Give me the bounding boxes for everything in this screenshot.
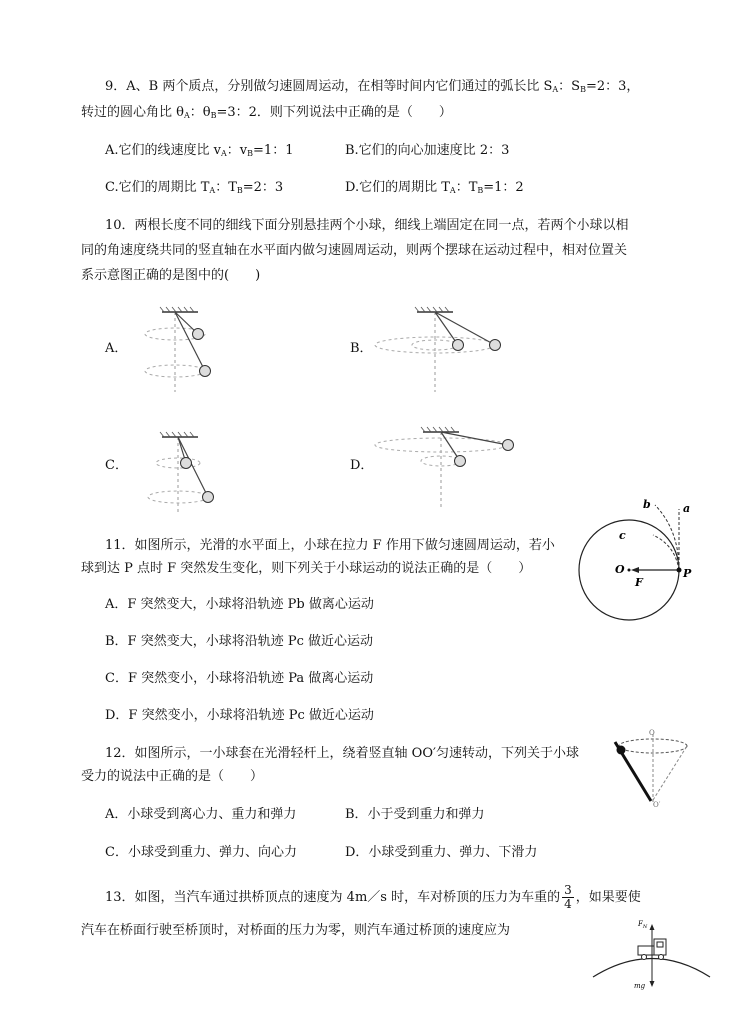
q12-fig-label-o: O — [649, 729, 655, 737]
q11-option-d[interactable]: D．F 突然变小，小球将沿轨迹 Pc 做近心运动 — [105, 708, 374, 723]
q11-fig-label-c: c — [619, 529, 626, 542]
q12-option-c[interactable]: C．小球受到重力、弹力、向心力 — [105, 845, 297, 860]
q11-option-a[interactable]: A．F 突然变大，小球将沿轨迹 Pb 做离心运动 — [105, 597, 374, 612]
q11-option-b[interactable]: B．F 突然变大，小球将沿轨迹 Pc 做近心运动 — [105, 634, 373, 649]
q10-label-d[interactable]: D． — [350, 458, 374, 473]
q11-fig-label-o: O — [615, 563, 625, 576]
q10-stem-line3: 系示意图正确的是图中的( ) — [81, 268, 261, 283]
q12-stem-line2: 受力的说法中正确的是（ ） — [81, 769, 264, 784]
q9-option-b[interactable]: B.它们的向心加速度比 2：3 — [345, 143, 510, 158]
q10-figure-d — [375, 420, 535, 515]
q12-option-a[interactable]: A．小球受到离心力、重力和弹力 — [105, 807, 297, 822]
q9-stem-line1: 9．A、B 两个质点，分别做匀速圆周运动，在相等时间内它们通过的弧长比 $S_A$：$S_B=2$：3， — [105, 79, 640, 94]
q12-cone-figure — [605, 728, 697, 808]
q13-fig-label-fn: $F_N$ — [638, 920, 648, 930]
q12-option-b[interactable]: B．小于受到重力和弹力 — [345, 807, 485, 822]
q13-fraction: $\frac{3}{4}$ — [564, 883, 572, 911]
q9-option-d[interactable]: D.它们的周期比 $T_A$：$T_B=1$：2 — [345, 180, 524, 195]
q10-label-c[interactable]: C． — [105, 458, 128, 473]
q11-stem-line2: 球到达 P 点时 F 突然发生变化，则下列关于小球运动的说法正确的是（ ） — [81, 561, 532, 576]
q10-figure-c — [130, 425, 250, 520]
q12-option-d[interactable]: D．小球受到重力、弹力、下滑力 — [345, 845, 538, 860]
q11-option-c[interactable]: C．F 突然变小，小球将沿轨迹 Pa 做离心运动 — [105, 671, 374, 686]
q10-stem-line1: 10．两根长度不同的细线下面分别悬挂两个小球，细线上端固定在同一点，若两个小球以相 — [105, 218, 629, 233]
q10-label-b[interactable]: B． — [350, 341, 373, 356]
q13-bridge-figure — [590, 915, 715, 990]
q12-fig-label-o-prime: O′ — [653, 801, 661, 809]
q11-fig-label-b: b — [643, 498, 651, 511]
q10-figure-a — [120, 300, 250, 400]
q13-stem-line1: 13．如图，当汽车通过拱桥顶点的速度为 4m／s 时，车对桥顶的压力为车重的 $\frac{3}{4}$ ，如果要使 — [105, 883, 641, 911]
q9-stem-line2: 转过的圆心角比 $\theta_A$：$\theta_B=3$：2．则下列说法中正确的是（ ） — [81, 105, 452, 120]
q10-figure-b — [375, 300, 525, 400]
q12-stem-line1: 12．如图所示，一小球套在光滑轻杆上，绕着竖直轴 OO′匀速转动，下列关于小球 — [105, 746, 579, 761]
q11-circle-figure — [575, 495, 715, 635]
q11-stem-line1: 11．如图所示，光滑的水平面上，小球在拉力 F 作用下做匀速圆周运动，若小 — [105, 538, 555, 553]
q13-fig-label-mg: mg — [634, 982, 646, 990]
q9-option-c[interactable]: C.它们的周期比 $T_A$：$T_B=2$：3 — [105, 180, 284, 195]
q13-stem-line2: 汽车在桥面行驶至桥顶时，对桥面的压力为零，则汽车通过桥顶的速度应为 — [81, 923, 511, 938]
q10-stem-line2: 同的角速度绕共同的竖直轴在水平面内做匀速圆周运动，则两个摆球在运动过程中，相对位置关 — [81, 243, 628, 258]
q11-fig-label-p: P — [683, 567, 692, 580]
q9-option-a[interactable]: A.它们的线速度比 $v_A$：$v_B=1$：1 — [105, 143, 294, 158]
q11-fig-label-f: F — [635, 576, 643, 589]
q10-label-a[interactable]: A． — [105, 341, 128, 356]
q11-fig-label-a: a — [683, 502, 691, 515]
